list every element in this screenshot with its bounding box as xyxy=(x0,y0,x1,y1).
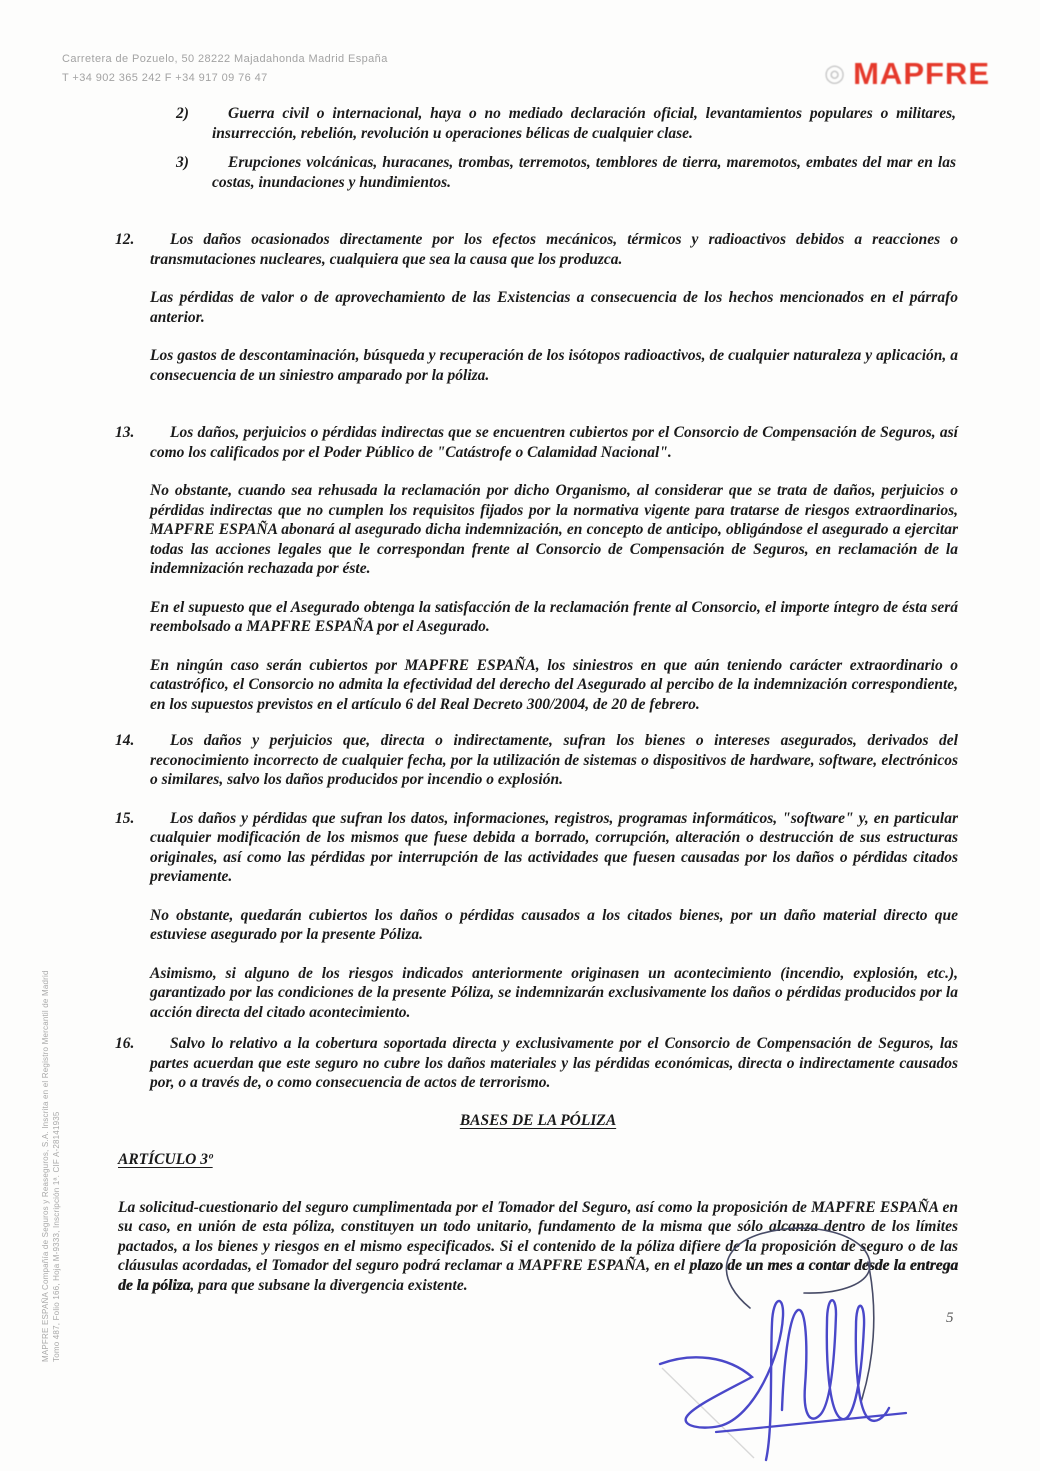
list-item-2 xyxy=(176,104,956,143)
header-address xyxy=(62,50,388,88)
document-body xyxy=(0,104,1040,1295)
list-item-text: Los daños ocasionados directamente por los efectos mecánicos, térmicos y radioactivos debidos a reacciones o transmutaciones nucleares, cualquiera que sea la causa que los produzca. xyxy=(150,231,958,268)
address-line-1: Carretera de Pozuelo, 50 28222 Majadahonda Madrid España xyxy=(62,53,388,65)
paragraph: No obstante, quedarán cubiertos los daños o pérdidas causados a los citados bienes, por un daño material directo que estuviese asegurado por la presente Póliza. xyxy=(150,906,958,943)
section-heading: BASES DE LA PÓLIZA xyxy=(459,1111,617,1129)
paragraph: Los gastos de descontaminación, búsqueda y recuperación de los isótopos radioactivos, de cualquier naturaleza y aplicación, a consecuencia de un siniestro amparado por la póliza. xyxy=(150,347,958,384)
list-item-number: 3) xyxy=(176,154,189,171)
mapfre-emblem-icon: ◎ xyxy=(824,61,846,87)
list-item-15 xyxy=(115,809,958,887)
registry-imprint-line-2: Tomo 487, Folio 166, Hoja M-9333, Inscripción 1ª. CIF A-28141935 xyxy=(52,1111,61,1362)
paragraph: No obstante, cuando sea rehusada la reclamación por dicho Organismo, al considerar que se trata de daños, perjuicios o pérdidas indirectas que no cumplen los requisitos fijados por la normativa vigente para tratarse de riesgos extraordinarios, MAPFRE ESPAÑA abonará al asegurado dicha indemnización, en concepto de anticipo, obligándose el asegurado a ejercitar todas las acciones legales que le correspondan frente al Consorcio de Compensación de Seguros, en reclamación de la indemnización rechazada por éste. xyxy=(150,482,958,577)
article-heading: ARTÍCULO 3º xyxy=(118,1151,213,1168)
mapfre-wordmark: MAPFRE xyxy=(853,56,990,91)
article-paragraph-tail: , para que subsane la divergencia existente. xyxy=(190,1276,468,1294)
list-item-text: Los daños y pérdidas que sufran los datos, informaciones, registros, programas informáticos, "software" y, en particular cualquier modificación de los mismos que fuese debida a borrado, corrupción, alteración o destrucción de sus estructuras originales, así como las pérdidas por interrupción de las actividades que fuesen causadas por los daños o pérdidas citados previamente. xyxy=(150,809,958,885)
paragraph: En ningún caso serán cubiertos por MAPFRE ESPAÑA, los siniestros en que aún teniendo carácter extraordinario o catastrófico, el Consorcio no admita la efectividad del derecho del Asegurado al percibo de la indemnización correspondiente, en los supuestos previstos en el artículo 6 del Real Decreto 300/2004, de 20 de febrero. xyxy=(150,656,958,713)
list-item-number: 14. xyxy=(115,732,135,749)
list-item-12 xyxy=(115,230,958,269)
list-item-number: 2) xyxy=(176,105,189,122)
mapfre-logo xyxy=(824,56,990,92)
paragraph: Las pérdidas de valor o de aprovechamiento de las Existencias a consecuencia de los hechos mencionados en el párrafo anterior. xyxy=(150,289,958,326)
registry-imprint xyxy=(40,880,62,1362)
list-item-text: Guerra civil o internacional, haya o no mediado declaración oficial, levantamientos populares o militares, insurrección, rebelión, revolución u operaciones bélicas de cualquier clase. xyxy=(212,105,956,142)
article-paragraph-bold: plazo de un mes a contar desde la entrega de la póliza xyxy=(118,1257,958,1294)
list-item-text: Erupciones volcánicas, huracanes, trombas, terremotos, temblores de tierra, maremotos, embates del mar en las costas, inundaciones y hundimientos. xyxy=(212,154,956,191)
paragraph: Asimismo, si alguno de los riesgos indicados anteriormente originasen un acontecimiento (incendio, explosión, etc.), garantizado por las condiciones de la presente Póliza, se indemnizarán exclusivamente los daños o pérdidas producidos por la acción directa del citado acontecimiento. xyxy=(150,964,958,1021)
handwritten-signature xyxy=(632,1196,952,1471)
list-item-text: Salvo lo relativo a la cobertura soportada directa y exclusivamente por el Consorcio de Compensación de Seguros, las partes acuerdan que este seguro no cubre los daños materiales y las pérdidas económicas, directa o indirectamente causados por, o a través de, o como consecuencia de actos de terrorismo. xyxy=(150,1035,958,1091)
registry-imprint-line-1: MAPFRE ESPAÑA Compañía de Seguros y Reaseguros, S.A. Inscrita en el Registro Mercantil de Madrid xyxy=(41,970,50,1362)
list-item-number: 12. xyxy=(115,231,135,248)
list-item-text: Los daños, perjuicios o pérdidas indirectas que se encuentren cubiertos por el Consorcio de Compensación de Seguros, así como los calificados por el Poder Público de "Catástrofe o Calamidad Nacional". xyxy=(150,424,958,461)
list-item-16 xyxy=(115,1034,958,1093)
article-paragraph-text: La solicitud-cuestionario del seguro cumplimentada por el Tomador del Seguro, así como la proposición de MAPFRE ESPAÑA en su caso, en unión de esta póliza, constituyen un todo unitario, fundamento de la misma que sólo alcanza dentro de los límites pactados, a los bienes y riesgos en el mismo especificados. Si el contenido de la póliza difiere de la proposición de seguro o de las cláusulas acordadas, el Tomador del seguro podrá reclamar a MAPFRE ESPAÑA, en el xyxy=(118,1198,958,1274)
paragraph: En el supuesto que el Asegurado obtenga la satisfacción de la reclamación frente al Consorcio, el importe íntegro de ésta será reembolsado a MAPFRE ESPAÑA por el Asegurado. xyxy=(150,598,958,635)
address-line-2: T +34 902 365 242 F +34 917 09 76 47 xyxy=(62,72,268,84)
list-item-number: 15. xyxy=(115,809,135,827)
list-item-14 xyxy=(115,731,958,790)
page-number: 5 xyxy=(946,1310,954,1326)
list-item-number: 16. xyxy=(115,1035,135,1052)
list-item-3 xyxy=(176,153,956,192)
list-item-text: Los daños y perjuicios que, directa o indirectamente, sufran los bienes o intereses asegurados, derivados del reconocimiento incorrecto de cualquier fecha, por la utilización de sistemas o dispositivos de hardware, software, electrónicos o similares, salvo los daños producidos por incendio o explosión. xyxy=(150,732,958,788)
list-item-number: 13. xyxy=(115,424,135,441)
list-item-13 xyxy=(115,423,958,462)
